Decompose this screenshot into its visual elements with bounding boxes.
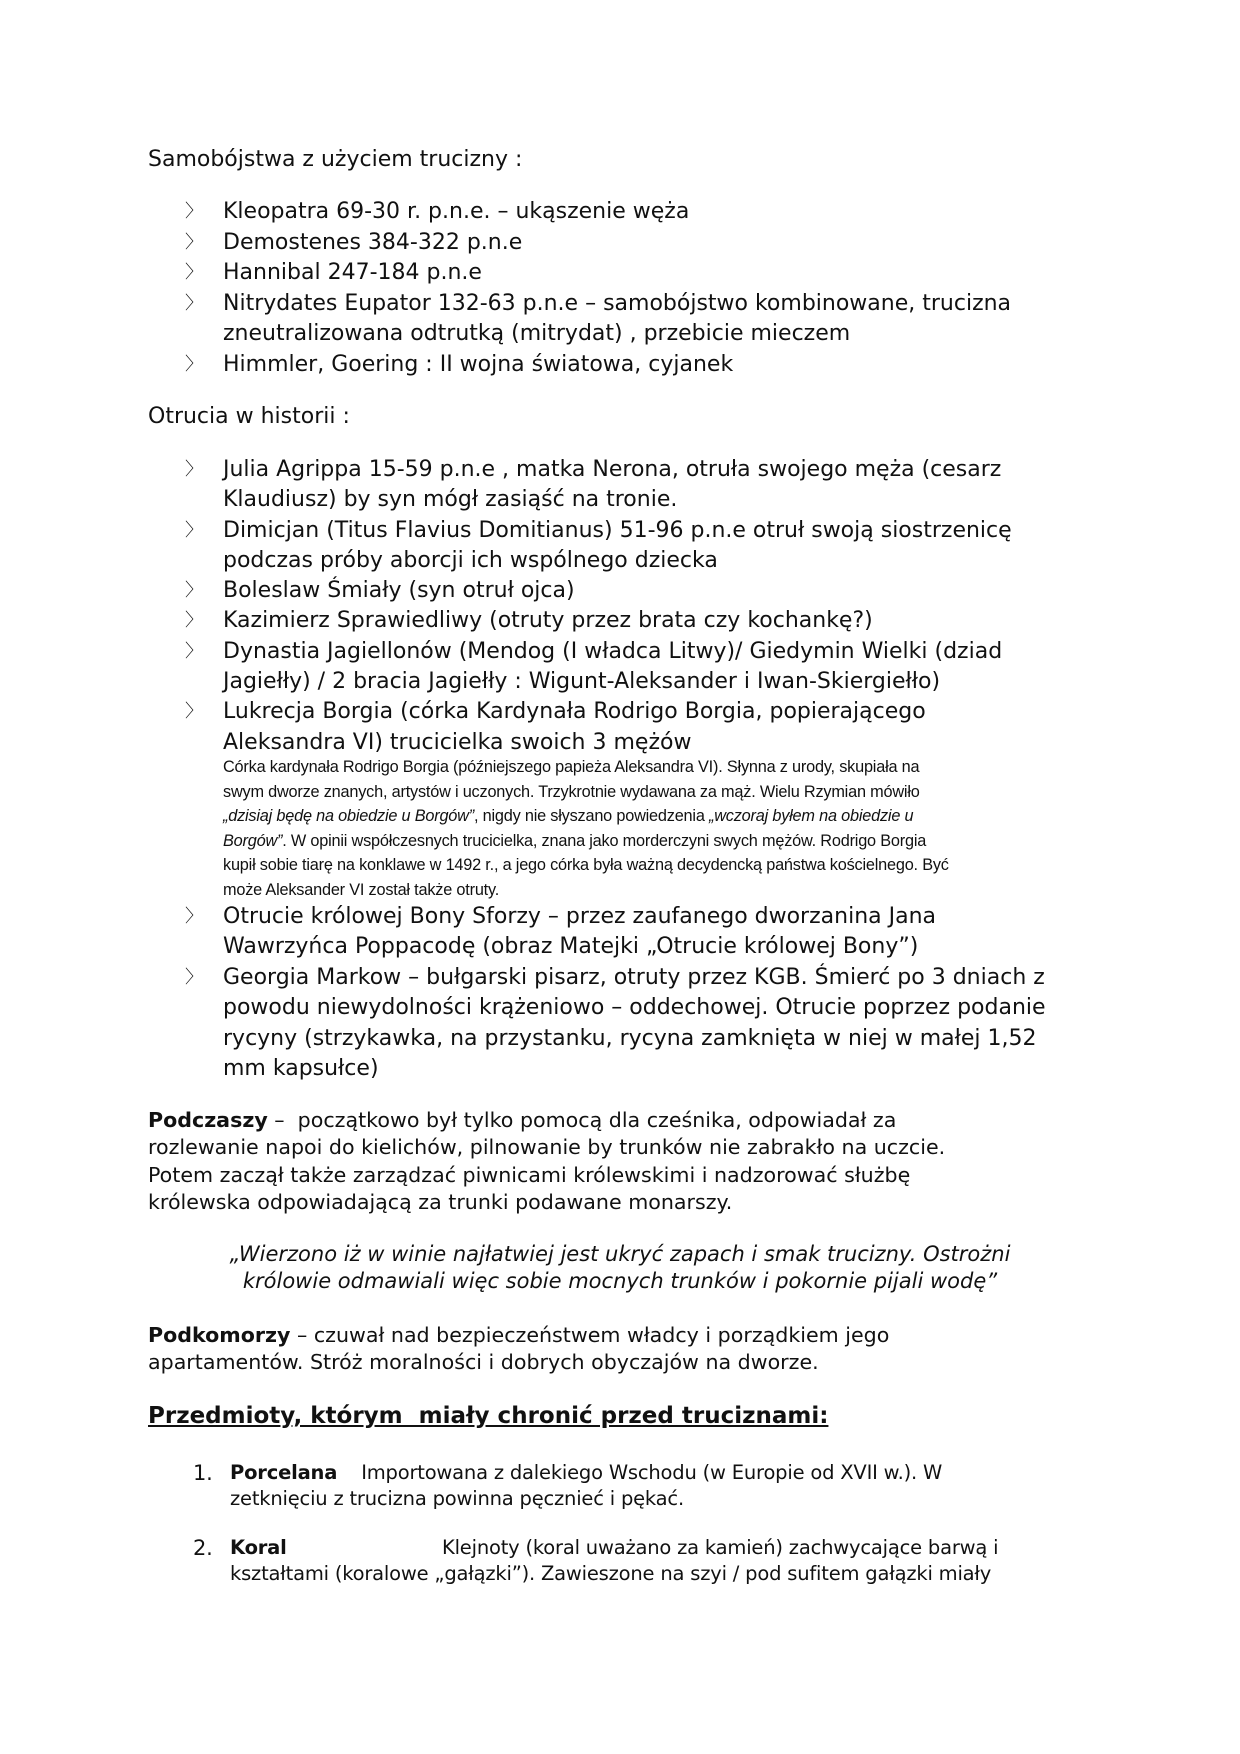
numbered-item	[193, 1460, 942, 1512]
item-text: Kleopatra 69-30 r. p.n.e. – ukąszenie węża	[223, 199, 690, 224]
item-text: Jagiełły) / 2 bracia Jagiełły : Wigunt-Aleksander i Iwan-Skiergiełło)	[223, 669, 941, 695]
chevron-right-icon	[184, 197, 204, 228]
chevron-right-icon	[184, 516, 204, 546]
section-title-poisonings: Otrucia w historii :	[148, 404, 350, 429]
term: Podczaszy	[148, 1108, 268, 1132]
chevron-right-icon	[184, 963, 204, 993]
para-text: – początkowo był tylko pomocą dla cześnika, odpowiadał za	[267, 1108, 897, 1132]
item-text: Demostenes 384-322 p.n.e	[223, 229, 523, 255]
list-item	[188, 697, 1012, 758]
term: Porcelana	[230, 1461, 338, 1484]
chevron-right-icon	[184, 902, 204, 932]
item-line	[193, 1460, 942, 1486]
item-text: Lukrecja Borgia (córka Kardynała Rodrigo Borgia, popierającego	[223, 699, 926, 725]
item-text: Wawrzyńca Poppacodę (obraz Matejki „Otrucie królowej Bony”)	[223, 934, 919, 960]
para-line: apartamentów. Stróż moralności i dobrych obyczajów na dworze.	[148, 1350, 819, 1375]
list-item	[188, 963, 1046, 1085]
poisonings-list	[188, 455, 1012, 758]
list-item	[188, 606, 1012, 636]
note-line	[223, 804, 949, 829]
item-text: podczas próby aborcji ich wspólnego dziecka	[223, 547, 718, 573]
item-text: Klejnoty (koral uważano za kamień) zachwycające barwą i	[442, 1536, 999, 1559]
list-item	[188, 258, 1011, 289]
para-line: rozlewanie napoi do kielichów, pilnowanie by trunków nie zabrakło na uczcie.	[148, 1135, 946, 1160]
quote-italic: Borgów”	[223, 831, 283, 850]
item-text: Dimicjan (Titus Flavius Domitianus) 51-96 p.n.e otruł swoją siostrzenicę	[223, 517, 1012, 543]
item-line: zetknięciu z trucizna powinna pęcznieć i pękać.	[230, 1487, 684, 1510]
item-text: Hannibal 247-184 p.n.e	[223, 260, 482, 285]
chevron-right-icon	[184, 258, 204, 289]
section-heading-objects: Przedmioty, którym miały chronić przed truciznami:	[148, 1403, 829, 1429]
item-text: powodu niewydolności krążeniowo – oddechowej. Otrucie poprzez podanie	[223, 995, 1046, 1021]
item-text: Aleksandra VI) trucicielka swoich 3 mężów	[223, 729, 692, 755]
list-item	[188, 576, 1012, 606]
chevron-right-icon	[184, 289, 204, 320]
item-text: Dynastia Jagiellonów (Mendog (I władca Litwy)/ Giedymin Wielki (dziad	[223, 638, 1003, 664]
item-text: zneutralizowana odtrutką (mitrydat) , przebicie mieczem	[223, 321, 851, 346]
item-line	[193, 1535, 998, 1561]
numbered-item	[193, 1535, 998, 1587]
list-item	[188, 350, 1011, 381]
list-item	[188, 455, 1012, 516]
quote-line: królowie odmawiali więc sobie mocnych trunków i pokornie pijali wodę”	[242, 1269, 998, 1293]
quote-italic: „wczoraj byłem na obiedzie u	[709, 807, 914, 826]
chevron-right-icon	[184, 697, 204, 727]
term: Podkomorzy	[148, 1323, 291, 1347]
para-line: Potem zaczął także zarządzać piwnicami królewskimi i nadzorować służbę	[148, 1162, 911, 1187]
para-line: królewska odpowiadającą za trunki podawane monarszy.	[148, 1190, 733, 1215]
wine-quote	[160, 1241, 1080, 1295]
item-text: Otrucie królowej Bony Sforzy – przez zaufanego dworzanina Jana	[223, 904, 937, 929]
quote-line: „Wierzono iż w winie najłatwiej jest ukryć zapach i smak trucizny. Ostrożni	[229, 1242, 1011, 1266]
item-text: Boleslaw Śmiały (syn otruł ojca)	[223, 578, 575, 604]
item-text: Kazimierz Sprawiedliwy (otruty przez brata czy kochankę?)	[223, 608, 873, 634]
list-item	[188, 228, 1011, 259]
chevron-right-icon	[184, 637, 204, 667]
item-text: Klaudiusz) by syn mógł zasiąść na tronie.	[223, 487, 678, 513]
suicides-list	[188, 197, 1011, 380]
para-line	[148, 1322, 889, 1349]
chevron-right-icon	[184, 228, 204, 259]
note-line	[223, 829, 949, 854]
item-number: 2.	[193, 1536, 213, 1560]
list-item	[188, 289, 1011, 350]
item-text: Georgia Markow – bułgarski pisarz, otruty przez KGB. Śmierć po 3 dniach z	[223, 964, 1045, 990]
chevron-right-icon	[184, 455, 204, 485]
para-text: – czuwał nad bezpieczeństwem władcy i porządkiem jego	[290, 1323, 890, 1347]
item-text: Importowana z dalekiego Wschodu (w Europie od XVII w.). W	[361, 1461, 943, 1484]
podkomorzy-paragraph	[148, 1322, 889, 1377]
note-line: Córka kardynała Rodrigo Borgia (późniejszego papieża Aleksandra VI). Słynna z urody, skupiała na	[223, 758, 920, 776]
section-title-suicides: Samobójstwa z użyciem trucizny :	[148, 147, 523, 172]
list-item	[188, 637, 1012, 698]
note-text: . W opinii współczesnych trucicielka, znana jako morderczyni swych mężów. Rodrigo Borgia	[282, 831, 927, 850]
item-text: Himmler, Goering : II wojna światowa, cyjanek	[223, 351, 734, 377]
item-text: mm kapsułce)	[223, 1056, 379, 1082]
item-text: Julia Agrippa 15-59 p.n.e , matka Nerona, otruła swojego męża (cesarz	[223, 457, 1002, 482]
poisonings-list-continued	[188, 902, 1046, 1084]
note-line: kupił sobie tiarę na konklawe w 1492 r., a jego córka była ważną decydencką państwa kościelnego. Być	[223, 856, 949, 875]
list-item	[188, 197, 1011, 228]
item-text: Nitrydates Eupator 132-63 p.n.e – samobójstwo kombinowane, trucizna	[223, 290, 1012, 316]
note-text: , nigdy nie słyszano powiedzenia	[473, 807, 710, 826]
chevron-right-icon	[184, 606, 204, 636]
note-line: może Aleksander VI został także otruty.	[223, 880, 500, 899]
list-item	[188, 902, 1046, 963]
item-number: 1.	[193, 1461, 213, 1485]
item-text: rycyny (strzykawka, na przystanku, rycyna zamknięta w niej w małej 1,52	[223, 1025, 1037, 1051]
para-line	[148, 1107, 945, 1134]
item-line: kształtami (koralowe „gałązki”). Zawieszone na szyi / pod sufitem gałązki miały	[230, 1562, 992, 1585]
podczaszy-paragraph	[148, 1107, 945, 1217]
note-line: swym dworze znanych, artystów i uczonych. Trzykrotnie wydawana za mąż. Wielu Rzymian mówiło	[223, 782, 920, 801]
chevron-right-icon	[184, 576, 204, 606]
term: Koral	[230, 1536, 287, 1559]
borgia-note	[188, 755, 949, 903]
list-item	[188, 516, 1012, 577]
quote-italic: „dzisiaj będę na obiedzie u Borgów”	[223, 807, 474, 826]
chevron-right-icon	[184, 350, 204, 381]
